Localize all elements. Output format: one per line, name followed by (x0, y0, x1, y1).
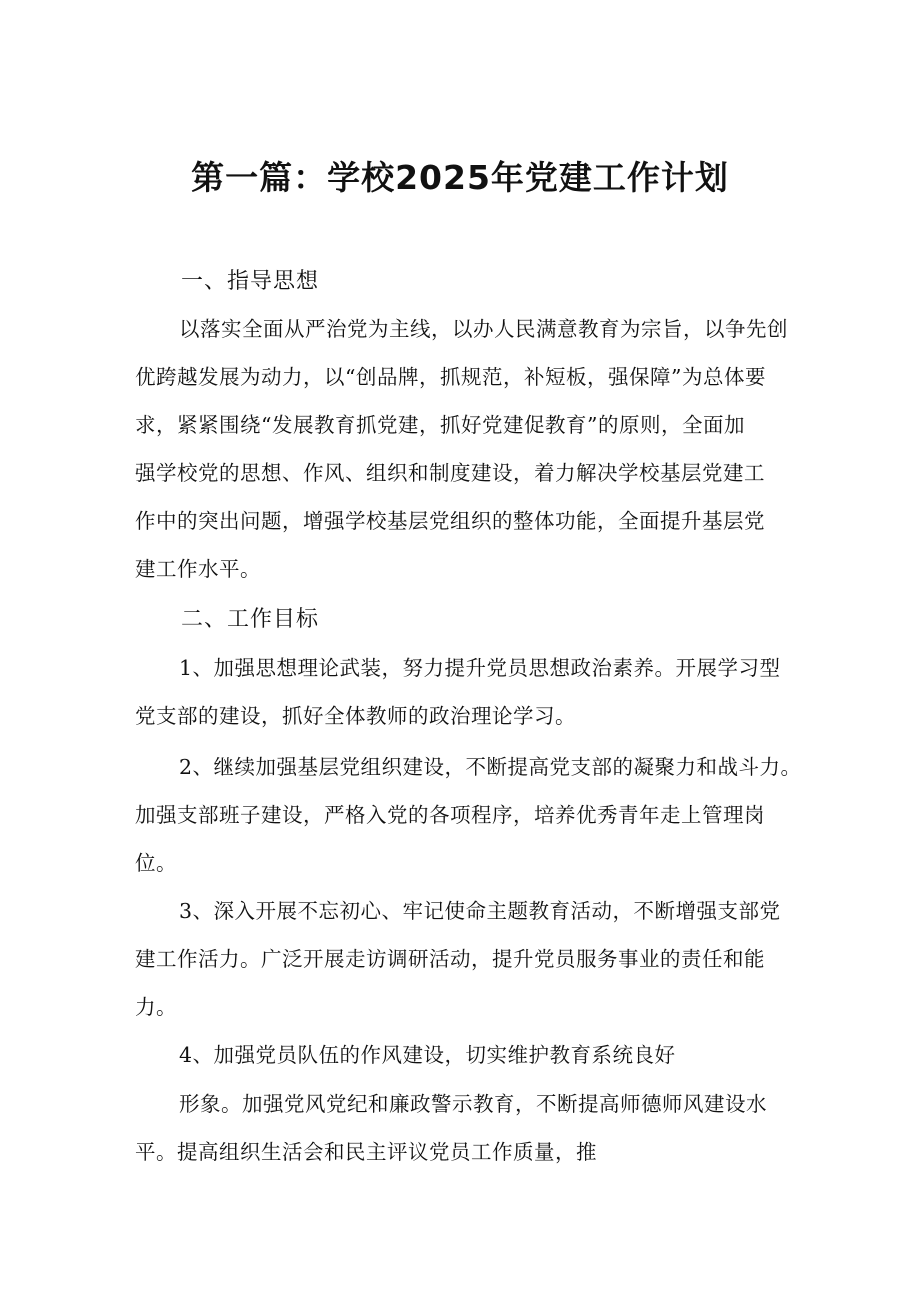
paragraph-line: 位。 (135, 851, 177, 875)
paragraph-line: 3、深入开展不忘初心、牢记使命主题教育活动，不断增强支部党 (179, 899, 781, 923)
paragraph-goal-2 (135, 743, 802, 887)
paragraph-line: 党支部的建设，抓好全体教师的政治理论学习。 (135, 704, 576, 728)
paragraph-goal-4 (135, 1031, 795, 1079)
paragraph-line: 平。提高组织生活会和民主评议党员工作质量，推 (135, 1140, 597, 1164)
paragraph-line: 1、加强思想理论武装，努力提升党员思想政治素养。开展学习型 (179, 656, 781, 680)
paragraph-line: 形象。加强党风党纪和廉政警示教育，不断提高师德师风建设水 (179, 1092, 767, 1116)
document-title: 第一篇：学校2025年党建工作计划 (191, 158, 729, 197)
paragraph-line: 优跨越发展为动力，以“创品牌，抓规范，补短板，强保障”为总体要 (135, 365, 766, 389)
paragraph-line: 求，紧紧围绕“发展教育抓党建，抓好党建促教育”的原则，全面加 (135, 413, 745, 437)
paragraph-line: 作中的突出问题，增强学校基层党组织的整体功能，全面提升基层党 (135, 509, 765, 533)
section-heading-work-goals: 二、工作目标 (181, 607, 320, 632)
paragraph-line: 力。 (135, 995, 177, 1019)
paragraph-goal-4-continued (135, 1080, 795, 1176)
paragraph-line: 4、加强党员队伍的作风建设，切实维护教育系统良好 (179, 1043, 676, 1067)
paragraph-goal-3 (135, 887, 795, 1031)
paragraph-line: 2、继续加强基层党组织建设，不断提高党支部的凝聚力和战斗力。 (179, 755, 802, 779)
paragraph-line: 加强支部班子建设，严格入党的各项程序，培养优秀青年走上管理岗 (135, 803, 765, 827)
section-heading-guiding-thought: 一、指导思想 (181, 269, 320, 294)
paragraph-line: 强学校党的思想、作风、组织和制度建设，着力解决学校基层党建工 (135, 461, 765, 485)
paragraph-line: 建工作活力。广泛开展走访调研活动，提升党员服务事业的责任和能 (135, 947, 765, 971)
paragraph-goal-1 (135, 644, 795, 740)
paragraph-line: 建工作水平。 (135, 557, 261, 581)
paragraph-line: 以落实全面从严治党为主线，以办人民满意教育为宗旨，以争先创 (179, 317, 788, 341)
paragraph-guiding-thought (135, 305, 795, 593)
